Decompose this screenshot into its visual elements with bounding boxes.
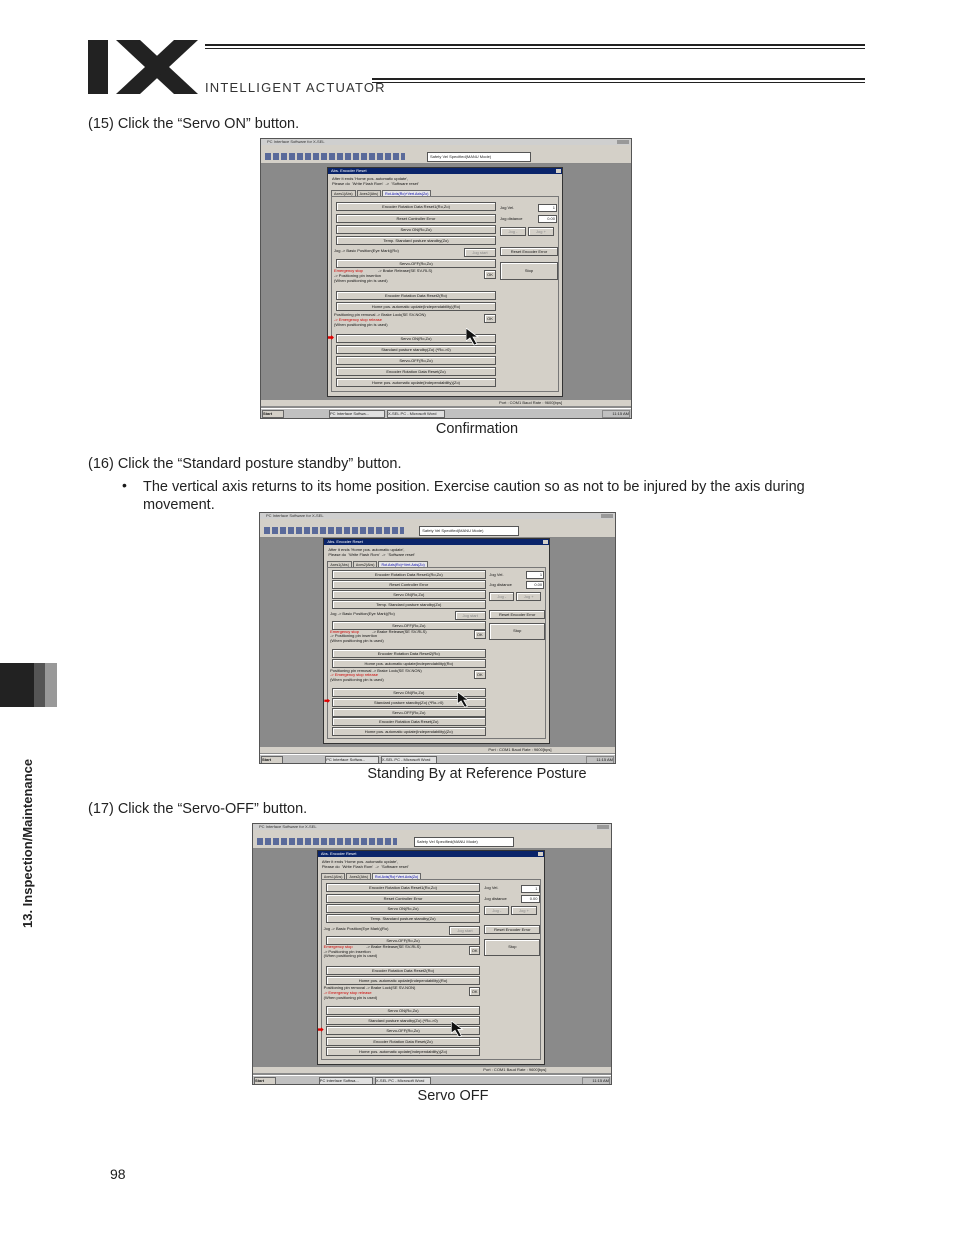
positioning-label: -> Positioning pin insertion (When positioning pin is used) <box>330 633 384 643</box>
emergency-stop-label: Emergency stop <box>323 944 353 950</box>
ok-button-1[interactable]: OK <box>469 946 481 955</box>
dialog-warning: After it ends 'Home pos. automatic update', Please do 'Write Flash Rom' -> 'Software reset' <box>328 547 415 558</box>
safety-combo[interactable]: Safety Vel Specified(MANU Mode) <box>419 526 519 536</box>
step-16-text: (16) Click the “Standard posture standby” button. <box>88 456 402 472</box>
dialog-title: Abs. Encoder Reset <box>328 168 562 174</box>
safety-combo[interactable]: Safety Vel Specified(MANU Mode) <box>414 837 515 847</box>
servo-off-button-2[interactable]: Servo-OFF(Ro,Zo) <box>336 356 496 365</box>
ok-button-1[interactable]: OK <box>484 270 496 279</box>
taskbar-app-2[interactable]: X-SEL PC - Microsoft Word <box>381 756 437 764</box>
jog-plus-button[interactable]: Jog + <box>511 906 536 915</box>
reset-encoder-error-button[interactable]: Reset Encoder Error <box>489 610 545 619</box>
jog-vel-label: Jog Vel. <box>489 572 504 578</box>
side-tab-dark <box>0 663 34 707</box>
jog-minus-button[interactable]: Jog - <box>489 592 514 601</box>
toolbar <box>253 835 611 849</box>
jog-label: Jog -> Basic Position(Eye Mark)(Ro) <box>323 925 389 931</box>
taskbar-app-1[interactable]: PC Interface Softwa... <box>329 410 385 418</box>
standby-button[interactable]: Standard posture standby(Zo) (*Ro->0) <box>336 345 496 354</box>
jog-vel-label: Jog Vel. <box>500 205 515 210</box>
standby-button[interactable]: Standard posture standby(Zo) (*Ro->0) <box>326 1016 481 1025</box>
status-bar: Port : COM1 Baud Rate : 9600[bps] <box>253 1067 611 1073</box>
step-16-bullet: The vertical axis returns to its home position. Exercise caution so as not to be injured by the axis during movement. <box>143 479 805 513</box>
taskbar-clock: 11:15 AM <box>582 1077 610 1085</box>
servo-off-button-1[interactable]: Servo-OFF(Ro,Zo) <box>336 259 496 268</box>
taskbar-app-1[interactable]: PC Interface Softwa... <box>325 756 379 764</box>
windows-taskbar <box>261 408 631 418</box>
home-update-1-button[interactable]: Home pos. automatic update(Independability)(Ro) <box>332 659 486 668</box>
ix-logo-graphic <box>88 40 198 94</box>
header-rule-top-thin <box>205 48 865 49</box>
toolbar-icons[interactable] <box>265 153 405 160</box>
emergency-stop-label: Emergency stop <box>334 268 363 273</box>
mouse-cursor-icon <box>451 1021 466 1038</box>
window-controls[interactable] <box>597 825 609 829</box>
servo-off-button-1[interactable]: Servo-OFF(Ro,Zo) <box>326 936 481 945</box>
jog-vel-field[interactable]: 1 <box>538 204 557 212</box>
home-update-2-button[interactable]: Home pos. automatic update(Independability)(Zo) <box>332 727 486 736</box>
side-tab-label-box <box>20 718 40 928</box>
home-update-2-button[interactable]: Home pos. automatic update(Independability)(Zo) <box>336 378 496 387</box>
toolbar <box>260 524 615 538</box>
reset-encoder-error-button[interactable]: Reset Encoder Error <box>500 247 558 256</box>
servo-off-button-1[interactable]: Servo-OFF(Ro,Zo) <box>332 621 486 630</box>
dialog-close-icon[interactable] <box>543 540 548 544</box>
brand-name: INTELLIGENT ACTUATOR <box>205 80 386 95</box>
jog-start-button[interactable]: Jog start <box>455 611 486 620</box>
ix-logo <box>88 40 198 94</box>
dialog-tab[interactable]: Rot.Axis(Ro)+Vert.Axis(Zo) <box>382 190 431 197</box>
jog-label: Jog -> Basic Position(Eye Mark)(Ro) <box>334 248 399 253</box>
status-bar: Port : COM1 Baud Rate : 9600[bps] <box>260 747 615 753</box>
encoder-reset2-button[interactable]: Encoder Rotation Data Reset2(Ro) <box>332 649 486 658</box>
reset-encoder-error-button[interactable]: Reset Encoder Error <box>484 925 540 934</box>
jog-distance-field[interactable]: 0.00 <box>538 215 557 223</box>
step-17-text: (17) Click the “Servo-OFF” button. <box>88 801 308 817</box>
stop-button[interactable]: Stop <box>500 262 558 280</box>
home-update-1-button[interactable]: Home pos. automatic update(Independability)(Ro) <box>336 302 496 311</box>
servo-off-button-2[interactable]: Servo-OFF(Ro,Zo) <box>326 1026 481 1035</box>
pin-used-label: (When positioning pin is used) <box>334 322 388 327</box>
positioning-label: -> Positioning pin insertion (When positioning pin is used) <box>323 948 378 959</box>
temp-standby-button[interactable]: Temp. Standard posture standby(Zo) <box>332 600 486 609</box>
servo-on-button-2[interactable]: Servo ON(Ro,Zo) <box>336 334 496 343</box>
pin-used-label: (When positioning pin is used) <box>323 994 378 1000</box>
temp-standby-button[interactable]: Temp. Standard posture standby(Zo) <box>336 236 496 245</box>
side-tab-mid <box>34 663 45 707</box>
windows-taskbar <box>253 1075 611 1084</box>
reset-controller-error-button[interactable]: Reset Controller Error <box>326 894 481 903</box>
temp-standby-button[interactable]: Temp. Standard posture standby(Zo) <box>326 914 481 923</box>
dialog-title: Abs. Encoder Reset <box>324 539 549 545</box>
caption-standby: Standing By at Reference Posture <box>367 766 587 782</box>
jog-distance-label: Jog distance <box>500 216 523 221</box>
servo-off-button-2[interactable]: Servo-OFF(Ro,Zo) <box>332 708 486 717</box>
encoder-reset3-button[interactable]: Encoder Rotation Data Reset(Zo) <box>332 717 486 726</box>
caption-confirmation: Confirmation <box>435 421 519 437</box>
pin-used-label: (When positioning pin is used) <box>330 676 384 682</box>
ok-button-2[interactable]: OK <box>474 670 486 679</box>
brake-release-label: -> Brake Release(SE SV-RLS) <box>372 628 427 634</box>
dialog-close-icon[interactable] <box>538 852 543 856</box>
mouse-cursor-icon <box>457 692 472 708</box>
caption-servo-off: Servo OFF <box>417 1088 489 1104</box>
positioning-label: -> Positioning pin insertion (When positioning pin is used) <box>334 273 388 283</box>
dialog-tab[interactable]: Axes2(Abs) <box>353 561 378 568</box>
side-tab-light <box>45 663 57 707</box>
start-button[interactable]: Start <box>262 410 284 418</box>
encoder-reset3-button[interactable]: Encoder Rotation Data Reset(Zo) <box>336 367 496 376</box>
servo-on-button[interactable]: Servo ON(Ro,Zo) <box>336 225 496 234</box>
emergency-release-label: -> Emergency stop release <box>334 317 382 322</box>
emergency-release-label: -> Emergency stop release <box>323 989 372 995</box>
dialog-warning: After it ends 'Home pos. automatic update', Please do 'Write Flash Rom' -> 'Software reset' <box>321 859 409 870</box>
jog-minus-button[interactable]: Jog - <box>500 227 526 236</box>
servo-on-button-2[interactable]: Servo ON(Ro,Zo) <box>332 688 486 697</box>
encoder-reset-dialog <box>327 167 563 397</box>
dialog-close-icon[interactable] <box>556 169 561 173</box>
app-title: PC Interface Software for X-SEL <box>267 139 325 144</box>
encoder-reset-dialog <box>323 538 550 744</box>
taskbar-app-2[interactable]: X-SEL PC - Microsoft Word <box>375 1077 431 1085</box>
mouse-cursor-icon <box>466 328 482 346</box>
jog-label: Jog -> Basic Position(Eye Mark)(Ro) <box>330 610 395 616</box>
servo-on-button[interactable]: Servo ON(Ro,Zo) <box>332 590 486 599</box>
jog-distance-field[interactable]: 0.00 <box>526 581 544 589</box>
taskbar-app-1[interactable]: PC Interface Softwa... <box>319 1077 373 1085</box>
taskbar-app-2[interactable]: X-SEL PC - Microsoft Word <box>387 410 445 418</box>
header-rule-top <box>205 44 865 46</box>
header-rule-bottom <box>372 78 865 80</box>
window-controls[interactable] <box>601 514 613 518</box>
app-title: PC Interface Software for X-SEL <box>266 513 324 518</box>
dialog-tab[interactable]: Axes1(Abs) <box>331 190 356 197</box>
dialog-tab[interactable]: Rot.Axis(Ro)+Vert.Axis(Zo) <box>378 561 427 568</box>
screenshot-servo-off <box>252 823 612 1085</box>
pin-removal-label: Positioning pin removal -> Brake Lock(SE SV-NON) <box>330 668 422 673</box>
encoder-reset1-button[interactable]: Encoder Rotation Data Reset1(Ro,Zo) <box>336 202 496 211</box>
jog-distance-label: Jog distance <box>484 895 507 901</box>
dialog-tab[interactable]: Axes2(Abs) <box>357 190 382 197</box>
step-15-text: (15) Click the “Servo ON” button. <box>88 116 300 132</box>
page-number: 98 <box>110 1166 126 1182</box>
screenshot-servo-on <box>260 138 632 419</box>
home-update-1-button[interactable]: Home pos. automatic update(Independability)(Ro) <box>326 976 481 985</box>
dialog-tab[interactable]: Rot.Axis(Ro)+Vert.Axis(Zo) <box>372 873 421 880</box>
servo-on-button[interactable]: Servo ON(Ro,Zo) <box>326 904 481 913</box>
ok-button-2[interactable]: OK <box>484 314 496 323</box>
dialog-title: Abs. Encoder Reset <box>318 851 544 857</box>
jog-start-button[interactable]: Jog start <box>464 248 496 257</box>
encoder-reset2-button[interactable]: Encoder Rotation Data Reset2(Ro) <box>326 966 481 975</box>
app-title: PC Interface Software for X-SEL <box>259 824 317 829</box>
dialog-tab[interactable]: Axes1(Abs) <box>321 873 346 880</box>
encoder-reset2-button[interactable]: Encoder Rotation Data Reset2(Ro) <box>336 291 496 300</box>
bullet-dot: • <box>122 477 127 493</box>
pin-removal-label: Positioning pin removal -> Brake Lock(SE SV-NON) <box>323 985 416 991</box>
jog-vel-field[interactable]: 1 <box>521 885 539 893</box>
emergency-stop-label: Emergency stop <box>330 628 359 634</box>
dialog-tab[interactable]: Axes1(Abs) <box>327 561 352 568</box>
home-update-2-button[interactable]: Home pos. automatic update(Independability)(Zo) <box>326 1047 481 1056</box>
stop-button[interactable]: Stop <box>484 939 540 956</box>
taskbar-clock: 11:15 AM <box>602 410 630 418</box>
jog-plus-button[interactable]: Jog + <box>516 592 541 601</box>
jog-start-button[interactable]: Jog start <box>449 926 480 935</box>
jog-vel-label: Jog Vel. <box>484 885 499 891</box>
dialog-warning: After it ends 'Home pos. automatic update', Please do 'Write Flash Rom' -> 'Software reset' <box>332 176 419 186</box>
servo-on-button-2[interactable]: Servo ON(Ro,Zo) <box>326 1006 481 1015</box>
encoder-reset3-button[interactable]: Encoder Rotation Data Reset(Zo) <box>326 1037 481 1046</box>
toolbar-icons[interactable] <box>257 838 397 845</box>
brake-release-label: -> Brake Release(SE SV-RLS) <box>366 944 421 950</box>
reset-controller-error-button[interactable]: Reset Controller Error <box>332 580 486 589</box>
jog-plus-button[interactable]: Jog + <box>528 227 554 236</box>
ok-button-1[interactable]: OK <box>474 630 486 639</box>
screenshot-standby <box>259 512 616 764</box>
header-rule-bottom-thin <box>372 82 865 83</box>
start-button[interactable]: Start <box>261 756 283 764</box>
standby-button[interactable]: Standard posture standby(Zo) (*Ro->0) <box>332 698 486 707</box>
safety-combo[interactable]: Safety Vel Specified(MANU Mode) <box>427 152 531 162</box>
encoder-reset1-button[interactable]: Encoder Rotation Data Reset1(Ro,Zo) <box>326 883 481 892</box>
dialog-tab[interactable]: Axes2(Abs) <box>346 873 371 880</box>
windows-taskbar <box>260 754 615 763</box>
jog-vel-field[interactable]: 1 <box>526 571 544 579</box>
start-button[interactable]: Start <box>254 1077 276 1085</box>
reset-controller-error-button[interactable]: Reset Controller Error <box>336 214 496 223</box>
jog-distance-label: Jog distance <box>489 581 512 587</box>
toolbar <box>261 150 631 164</box>
taskbar-clock: 11:15 AM <box>586 756 614 764</box>
brake-release-label: -> Brake Release(SE SV-RLS) <box>378 268 433 273</box>
encoder-reset1-button[interactable]: Encoder Rotation Data Reset1(Ro,Zo) <box>332 570 486 579</box>
side-tab-label: 13. Inspection/Maintenance <box>20 758 35 928</box>
window-controls[interactable] <box>617 140 629 144</box>
status-bar: Port : COM1 Baud Rate : 9600[bps] <box>261 400 631 406</box>
jog-minus-button[interactable]: Jog - <box>484 906 509 915</box>
ok-button-2[interactable]: OK <box>469 987 481 996</box>
stop-button[interactable]: Stop <box>489 623 545 639</box>
toolbar-icons[interactable] <box>264 527 404 534</box>
encoder-reset-dialog <box>317 850 545 1064</box>
emergency-release-label: -> Emergency stop release <box>330 672 378 678</box>
pin-removal-label: Positioning pin removal -> Brake Lock(SE SV-NON) <box>334 312 426 317</box>
jog-distance-field[interactable]: 0.00 <box>521 895 539 903</box>
